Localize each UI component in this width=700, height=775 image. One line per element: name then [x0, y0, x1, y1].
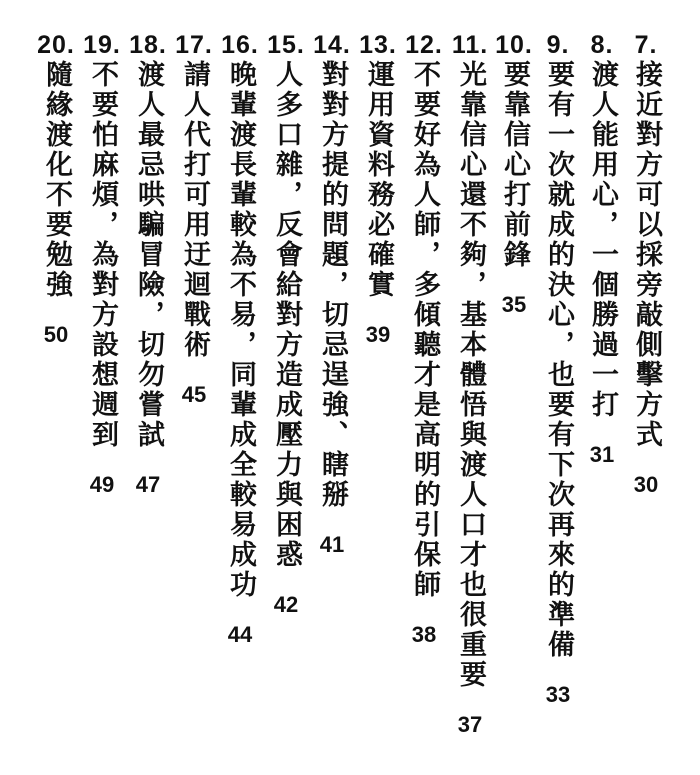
entry-page-number: 44 — [227, 622, 253, 647]
toc-entry — [82, 30, 122, 498]
entry-title: 對對方提的問題，切忌逞強、瞎掰 — [317, 60, 348, 510]
entry-number: 16. — [221, 31, 259, 59]
entry-title: 運用資料務必確實 — [363, 60, 394, 300]
entry-page-number: 30 — [633, 472, 659, 497]
toc-entry — [404, 30, 444, 648]
entry-page-number: 50 — [43, 322, 69, 347]
entry-title: 隨緣渡化不要勉強 — [41, 60, 72, 300]
entry-title: 渡人最忌哄騙冒險，切勿嘗試 — [133, 60, 164, 450]
entry-page-number: 49 — [89, 472, 115, 497]
entry-number: 13. — [359, 31, 397, 59]
toc-entry — [220, 30, 260, 648]
entry-number: 14. — [313, 31, 351, 59]
entry-number: 15. — [267, 31, 305, 59]
entry-number: 18. — [129, 31, 167, 59]
entry-page-number: 41 — [319, 532, 345, 557]
entry-title: 要有一次就成的決心，也要有下次再來的準備 — [543, 60, 574, 660]
entry-page-number: 37 — [457, 712, 483, 737]
entry-page-number: 45 — [181, 382, 207, 407]
entry-number: 20. — [37, 31, 75, 59]
entry-title: 請人代打可用迂迴戰術 — [179, 60, 210, 360]
entry-number: 9. — [546, 31, 570, 59]
toc-entry — [174, 30, 214, 408]
entry-page-number: 42 — [273, 592, 299, 617]
entry-page-number: 39 — [365, 322, 391, 347]
entry-number: 7. — [634, 31, 658, 59]
entry-page-number: 31 — [589, 442, 615, 467]
toc-entry — [128, 30, 168, 498]
toc-entry — [312, 30, 352, 558]
toc-entry — [538, 30, 578, 708]
entry-number: 10. — [495, 31, 533, 59]
entry-page-number: 33 — [545, 682, 571, 707]
toc-entry — [450, 30, 490, 738]
entry-page-number: 47 — [135, 472, 161, 497]
toc-entry — [626, 30, 666, 498]
entry-title: 晚輩渡長輩較為不易，同輩成全較易成功 — [225, 60, 256, 600]
entry-number: 19. — [83, 31, 121, 59]
entry-title: 人多口雜，反會給對方造成壓力與困惑 — [271, 60, 302, 570]
toc-entry — [494, 30, 534, 318]
entry-title: 渡人能用心，一個勝過一打 — [587, 60, 618, 420]
entry-page-number: 35 — [501, 292, 527, 317]
entry-title: 要靠信心打前鋒 — [499, 60, 530, 270]
toc-entry — [266, 30, 306, 618]
entry-number: 17. — [175, 31, 213, 59]
toc-entry — [358, 30, 398, 348]
entry-title: 不要好為人師，多傾聽才是高明的引保師 — [409, 60, 440, 600]
toc-entry — [36, 30, 76, 348]
toc-entry — [582, 30, 622, 468]
entry-number: 12. — [405, 31, 443, 59]
entry-number: 8. — [590, 31, 614, 59]
entry-title: 接近對方可以採旁敲側擊方式 — [631, 60, 662, 450]
entry-page-number: 38 — [411, 622, 437, 647]
entry-title: 光靠信心還不夠，基本體悟與渡人口才也很重要 — [455, 60, 486, 690]
entry-number: 11. — [451, 31, 489, 59]
entry-title: 不要怕麻煩，為對方設想週到 — [87, 60, 118, 450]
